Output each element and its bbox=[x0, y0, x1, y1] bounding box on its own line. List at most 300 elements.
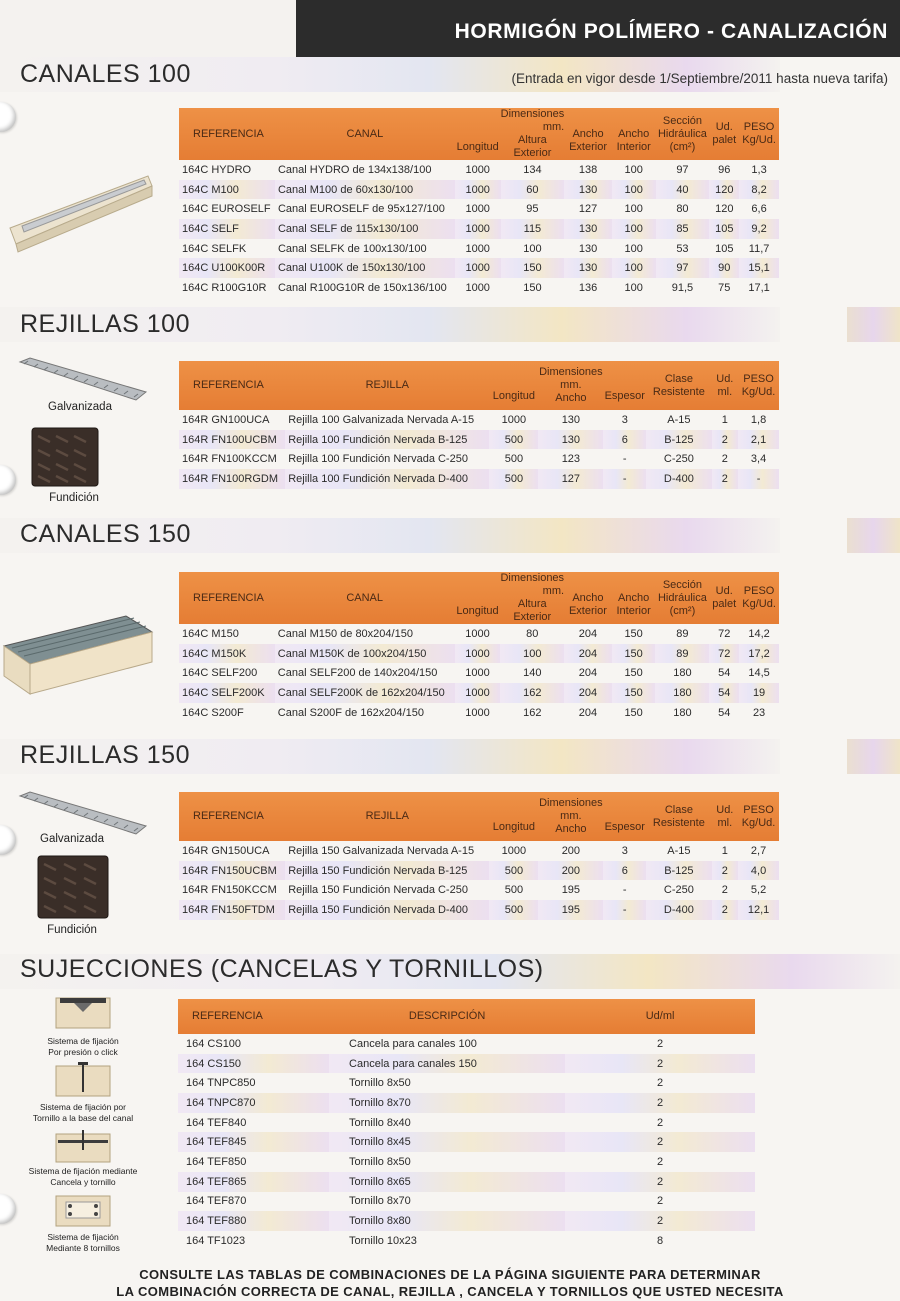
table-cell: 54 bbox=[718, 706, 731, 719]
table-cell: 100 bbox=[500, 644, 564, 664]
table-cell: 2 bbox=[657, 1195, 664, 1208]
rejillas-100-table bbox=[179, 361, 779, 489]
table-cell: 164C HYDRO bbox=[182, 163, 252, 176]
table-cell: 2 bbox=[721, 884, 728, 897]
table-cell: 164 TEF840 bbox=[186, 1116, 247, 1129]
table-row bbox=[179, 239, 779, 259]
table-cell: 80 bbox=[676, 203, 689, 216]
table-row bbox=[178, 1192, 755, 1212]
rejillas-150-table bbox=[179, 792, 779, 920]
table-cell: 1000 bbox=[465, 281, 490, 294]
fixing-screw-base-image bbox=[54, 1062, 112, 1098]
table-cell: 1 bbox=[721, 413, 728, 426]
table-row bbox=[178, 1231, 755, 1251]
caption-line: Tornillo a la base del canal bbox=[32, 1113, 134, 1123]
table-cell: 200 bbox=[561, 844, 581, 857]
table-cell: 1000 bbox=[455, 219, 501, 239]
table-cell: - bbox=[738, 469, 779, 489]
table-cell: 8,2 bbox=[739, 180, 779, 200]
table-row bbox=[179, 449, 779, 469]
galvanized-grate-150-image bbox=[18, 790, 148, 838]
table-cell: 164C M150 bbox=[182, 627, 239, 640]
table-cell: Tornillo 8x45 bbox=[329, 1132, 565, 1152]
table-cell: 164 CS100 bbox=[186, 1037, 242, 1050]
table-cell: 164C M150K bbox=[179, 644, 275, 664]
table-cell: D-400 bbox=[646, 900, 711, 920]
table-cell: 80 bbox=[526, 627, 539, 640]
table-cell: 140 bbox=[523, 667, 542, 680]
table-cell: 1000 bbox=[465, 667, 490, 680]
table-cell: 72 bbox=[718, 627, 731, 640]
table-cell: Canal SELF200 de 140x204/150 bbox=[277, 667, 438, 680]
col-ancho bbox=[538, 792, 603, 841]
sujecciones-table bbox=[178, 999, 755, 1251]
table-cell: 9,2 bbox=[739, 219, 779, 239]
fixing-8-screws-image bbox=[54, 1194, 112, 1228]
table-cell: 164C SELF200K bbox=[179, 683, 275, 703]
table-cell: 164 CS150 bbox=[178, 1054, 329, 1074]
table-row bbox=[179, 663, 779, 683]
binder-hole bbox=[0, 1194, 16, 1224]
table-cell: Rejilla 150 Fundición Nervada B-125 bbox=[285, 861, 489, 881]
table-cell: 204 bbox=[578, 667, 598, 680]
table-cell: 85 bbox=[656, 219, 710, 239]
table-cell: 105 bbox=[715, 242, 734, 255]
table-row bbox=[179, 258, 779, 278]
col-seccion: Sección Hidráulica (cm²) bbox=[655, 572, 709, 624]
table-cell: 164C M100 bbox=[179, 180, 275, 200]
table-cell: 5,2 bbox=[750, 884, 767, 897]
table-cell: 164R GN150UCA bbox=[182, 844, 270, 857]
dimensions-label: Dimensiones mm. bbox=[500, 572, 565, 597]
table-cell: 8 bbox=[657, 1234, 664, 1247]
table-cell: 200 bbox=[538, 861, 603, 881]
table-cell: 127 bbox=[578, 203, 598, 216]
table-cell: Canal U100K de 150x130/100 bbox=[275, 258, 455, 278]
table-cell: 136 bbox=[578, 281, 598, 294]
table-cell: 500 bbox=[489, 469, 538, 489]
table-cell: 123 bbox=[561, 453, 581, 466]
table-cell: 89 bbox=[676, 627, 689, 640]
col-ancho-label: Ancho bbox=[555, 823, 587, 835]
table-cell: B-125 bbox=[646, 430, 711, 450]
table-cell: 150 bbox=[612, 644, 656, 664]
table-cell: 164R FN100KCCM bbox=[182, 453, 277, 466]
table-cell: 97 bbox=[676, 163, 689, 176]
footer-line-2: LA COMBINACIÓN CORRECTA DE CANAL, REJILLA , CANCELA Y TORNILLOS QUE USTED NECESITA bbox=[116, 1284, 784, 1299]
table-cell: 2 bbox=[721, 453, 728, 466]
section-band-end bbox=[847, 307, 900, 342]
table-cell: 100 bbox=[624, 163, 643, 176]
table-cell: Canal S200F de 162x204/150 bbox=[277, 706, 424, 719]
caption-galvanizada: Galvanizada bbox=[40, 833, 104, 845]
caption-fixing-screw-base bbox=[24, 1102, 142, 1124]
cast-iron-grate-150-image bbox=[36, 854, 110, 920]
table-cell: 164C U100K00R bbox=[179, 258, 275, 278]
section-title-canales-150: CANALES 150 bbox=[20, 520, 191, 548]
table-row bbox=[179, 644, 779, 664]
table-cell: Canal M100 de 60x130/100 bbox=[275, 180, 455, 200]
col-ancho-int: Ancho Interior bbox=[612, 572, 656, 624]
table-cell: 60 bbox=[501, 180, 565, 200]
table-cell: 40 bbox=[656, 180, 710, 200]
table-cell: 91,5 bbox=[671, 281, 694, 294]
col-referencia: REFERENCIA bbox=[178, 999, 329, 1034]
table-cell: 2 bbox=[712, 469, 739, 489]
table-cell: 127 bbox=[538, 469, 603, 489]
table-cell: Rejilla 100 Fundición Nervada B-125 bbox=[285, 430, 489, 450]
table-cell: 1 bbox=[721, 844, 728, 857]
table-cell: 164C EUROSELF bbox=[182, 203, 271, 216]
table-cell: 1000 bbox=[455, 644, 501, 664]
table-row bbox=[179, 683, 779, 703]
table-row bbox=[178, 1132, 755, 1152]
table-cell: C-250 bbox=[663, 453, 694, 466]
col-clase: Clase Resistente bbox=[646, 361, 711, 410]
table-cell: 164R FN100RGDM bbox=[179, 469, 285, 489]
table-cell: - bbox=[603, 900, 646, 920]
table-cell: 100 bbox=[624, 281, 643, 294]
table-cell: 100 bbox=[624, 203, 643, 216]
table-row bbox=[179, 199, 779, 219]
table-cell: 100 bbox=[612, 258, 656, 278]
table-row bbox=[178, 1113, 755, 1133]
table-cell: 162 bbox=[523, 706, 542, 719]
caption-line: Sistema de fijación por bbox=[40, 1102, 126, 1112]
caption-line: Sistema de fijación mediante bbox=[28, 1166, 138, 1176]
table-cell: Canal M150K de 100x204/150 bbox=[275, 644, 455, 664]
table-cell: 14,2 bbox=[748, 627, 770, 640]
table-cell: Tornillo 10x23 bbox=[349, 1234, 417, 1247]
table-cell: 164 TEF850 bbox=[186, 1155, 247, 1168]
table-cell: Canal SELF200K de 162x204/150 bbox=[275, 683, 455, 703]
table-cell: 17,2 bbox=[739, 644, 779, 664]
table-cell: 164C SELF bbox=[179, 219, 275, 239]
caption-line: Sistema de fijación bbox=[47, 1232, 119, 1242]
table-cell: 2 bbox=[565, 1132, 755, 1152]
table-cell: 130 bbox=[561, 413, 581, 426]
col-rejilla: REJILLA bbox=[285, 361, 489, 410]
col-ud-ml: Ud/ml bbox=[565, 999, 755, 1034]
table-cell: 164 TNPC870 bbox=[178, 1093, 329, 1113]
table-cell: Rejilla 150 Fundición Nervada C-250 bbox=[288, 884, 468, 897]
col-canal: CANAL bbox=[275, 108, 455, 160]
table-cell: 180 bbox=[673, 667, 692, 680]
table-cell: Tornillo 8x80 bbox=[329, 1211, 565, 1231]
table-row bbox=[179, 703, 779, 723]
table-cell: 150 bbox=[624, 627, 643, 640]
table-cell: 2 bbox=[565, 1211, 755, 1231]
table-cell: 1000 bbox=[501, 844, 527, 857]
table-cell: 500 bbox=[489, 861, 538, 881]
table-cell: Tornillo 8x50 bbox=[349, 1077, 411, 1090]
table-cell: 89 bbox=[655, 644, 709, 664]
col-ancho bbox=[538, 361, 603, 410]
table-cell: 2 bbox=[565, 1054, 755, 1074]
galvanized-grate-image bbox=[18, 356, 148, 404]
table-cell: 195 bbox=[561, 884, 581, 897]
table-cell: D-400 bbox=[646, 469, 711, 489]
col-peso: PESO Kg/Ud. bbox=[739, 572, 779, 624]
table-row bbox=[178, 1093, 755, 1113]
table-cell: 164C R100G10R bbox=[182, 281, 267, 294]
section-band-end bbox=[847, 518, 900, 553]
col-referencia: REFERENCIA bbox=[179, 108, 275, 160]
table-cell: 2,7 bbox=[750, 844, 767, 857]
canales-150-table bbox=[179, 572, 779, 722]
table-row bbox=[179, 160, 779, 180]
table-cell: 72 bbox=[709, 644, 739, 664]
table-cell: 2,1 bbox=[738, 430, 779, 450]
col-canal: CANAL bbox=[275, 572, 455, 624]
table-cell: Canal SELF de 115x130/100 bbox=[275, 219, 455, 239]
col-ud: Ud. palet bbox=[709, 108, 739, 160]
binder-hole bbox=[0, 825, 16, 855]
table-cell: 164R FN100UCBM bbox=[179, 430, 285, 450]
col-peso: PESO Kg/Ud. bbox=[738, 792, 779, 841]
table-cell: Canal R100G10R de 150x136/100 bbox=[277, 281, 447, 294]
table-cell: Cancela para canales 100 bbox=[349, 1037, 477, 1050]
section-title-rejillas-150: REJILLAS 150 bbox=[20, 741, 190, 769]
table-cell: 500 bbox=[489, 430, 538, 450]
table-cell: 204 bbox=[578, 627, 598, 640]
fixing-cancela-image bbox=[54, 1130, 112, 1164]
col-clase: Clase Resistente bbox=[646, 792, 711, 841]
table-cell: 6,6 bbox=[751, 203, 767, 216]
table-cell: 19 bbox=[739, 683, 779, 703]
col-longitud: Longitud bbox=[455, 108, 501, 160]
fixing-click-image bbox=[54, 996, 112, 1030]
table-row bbox=[178, 1034, 755, 1054]
header-bar bbox=[0, 0, 900, 57]
table-cell: Tornillo 8x50 bbox=[349, 1155, 411, 1168]
table-cell: 164C SELF200 bbox=[182, 667, 258, 680]
col-longitud: Longitud bbox=[489, 361, 538, 410]
channel-100-image bbox=[6, 170, 154, 256]
table-cell: 95 bbox=[526, 203, 539, 216]
table-cell: 500 bbox=[504, 453, 524, 466]
table-cell: Rejilla 100 Fundición Nervada C-250 bbox=[288, 453, 468, 466]
caption-line: Sistema de fijación bbox=[47, 1036, 119, 1046]
caption-fundicion: Fundición bbox=[49, 492, 99, 504]
table-cell: - bbox=[622, 884, 627, 897]
table-row bbox=[178, 1073, 755, 1093]
table-cell: 2 bbox=[712, 430, 739, 450]
table-cell: 2 bbox=[657, 1077, 664, 1090]
table-cell: 138 bbox=[578, 163, 598, 176]
col-referencia: REFERENCIA bbox=[179, 572, 275, 624]
table-cell: 162 bbox=[500, 683, 564, 703]
caption-line: Por presión o click bbox=[48, 1047, 118, 1057]
table-cell: 134 bbox=[523, 163, 542, 176]
caption-line: Mediante 8 tornillos bbox=[46, 1243, 120, 1253]
col-altura bbox=[501, 108, 565, 160]
table-cell: 150 bbox=[523, 281, 542, 294]
table-cell: 96 bbox=[718, 163, 731, 176]
table-row bbox=[179, 469, 779, 489]
channel-150-image bbox=[2, 612, 154, 696]
section-title-rejillas-100: REJILLAS 100 bbox=[20, 310, 190, 338]
table-cell: 3,4 bbox=[750, 453, 767, 466]
table-cell: Tornillo 8x40 bbox=[349, 1116, 411, 1129]
table-cell: Rejilla 100 Galvanizada Nervada A-15 bbox=[288, 413, 475, 426]
table-cell: 23 bbox=[752, 706, 766, 719]
table-cell: B-125 bbox=[646, 861, 711, 881]
table-row bbox=[179, 861, 779, 881]
table-cell: 100 bbox=[612, 219, 656, 239]
table-cell: 1,3 bbox=[751, 163, 767, 176]
canales-100-table bbox=[179, 108, 779, 298]
table-cell: 105 bbox=[709, 219, 739, 239]
table-cell: 164R FN150FTDM bbox=[179, 900, 285, 920]
col-peso: PESO Kg/Ud. bbox=[739, 108, 779, 160]
table-cell: 1000 bbox=[465, 163, 490, 176]
table-cell: 130 bbox=[578, 242, 598, 255]
table-cell: 115 bbox=[501, 219, 565, 239]
col-referencia: REFERENCIA bbox=[179, 792, 285, 841]
table-cell: 1000 bbox=[465, 242, 490, 255]
table-cell: 164R FN150KCCM bbox=[182, 884, 277, 897]
table-row bbox=[179, 180, 779, 200]
table-cell: 204 bbox=[578, 706, 598, 719]
table-cell: C-250 bbox=[663, 884, 694, 897]
table-cell: Canal SELFK de 100x130/100 bbox=[277, 242, 427, 255]
table-cell: 14,5 bbox=[748, 667, 770, 680]
table-row bbox=[179, 430, 779, 450]
table-row bbox=[178, 1211, 755, 1231]
col-ud: Ud. ml. bbox=[712, 361, 739, 410]
table-cell: Rejilla 150 Fundición Nervada D-400 bbox=[285, 900, 489, 920]
col-descripcion: DESCRIPCIÓN bbox=[329, 999, 565, 1034]
table-cell: A-15 bbox=[667, 844, 691, 857]
table-cell: Cancela para canales 150 bbox=[329, 1054, 565, 1074]
caption-fixing-8-screws bbox=[30, 1232, 136, 1254]
table-cell: 204 bbox=[564, 683, 612, 703]
table-cell: 164C S200F bbox=[182, 706, 244, 719]
table-cell: 164C SELFK bbox=[182, 242, 247, 255]
table-row bbox=[179, 410, 779, 430]
table-cell: 130 bbox=[564, 219, 612, 239]
table-cell: - bbox=[603, 469, 646, 489]
cast-iron-grate-image bbox=[30, 426, 100, 488]
table-cell: 2 bbox=[657, 1155, 664, 1168]
table-cell: Rejilla 150 Galvanizada Nervada A-15 bbox=[288, 844, 475, 857]
table-row bbox=[178, 1152, 755, 1172]
table-cell: 500 bbox=[504, 884, 524, 897]
table-cell: 180 bbox=[655, 683, 709, 703]
col-ancho-int: Ancho Interior bbox=[612, 108, 656, 160]
col-peso: PESO Kg/Ud. bbox=[738, 361, 779, 410]
table-cell: 164 TEF845 bbox=[178, 1132, 329, 1152]
table-row bbox=[178, 1172, 755, 1192]
caption-galvanizada: Galvanizada bbox=[48, 401, 112, 413]
table-cell: 12,1 bbox=[738, 900, 779, 920]
col-referencia: REFERENCIA bbox=[179, 361, 285, 410]
validity-note: (Entrada en vigor desde 1/Septiembre/2011 hasta nueva tarifa) bbox=[511, 71, 888, 86]
col-ancho-ext: Ancho Exterior bbox=[564, 572, 612, 624]
table-cell: Tornillo 8x70 bbox=[349, 1195, 411, 1208]
col-rejilla: REJILLA bbox=[285, 792, 489, 841]
table-cell: 1000 bbox=[465, 203, 490, 216]
table-cell: 120 bbox=[709, 180, 739, 200]
table-cell: 2 bbox=[565, 1172, 755, 1192]
table-cell: 180 bbox=[673, 706, 692, 719]
table-cell: 75 bbox=[718, 281, 731, 294]
table-cell: 2 bbox=[712, 861, 739, 881]
table-cell: Canal HYDRO de 134x138/100 bbox=[277, 163, 432, 176]
col-espesor: Espesor bbox=[603, 361, 646, 410]
table-cell: 1000 bbox=[455, 683, 501, 703]
dimensions-label: Dimensiones mm. bbox=[500, 108, 565, 133]
table-cell: 150 bbox=[612, 683, 656, 703]
col-longitud: Longitud bbox=[489, 792, 538, 841]
table-cell: 1000 bbox=[455, 180, 501, 200]
dimensions-label: Dimensiones mm. bbox=[539, 366, 603, 391]
table-cell: 164 TEF870 bbox=[186, 1195, 247, 1208]
caption-line: Cancela y tornillo bbox=[50, 1177, 116, 1187]
table-row bbox=[179, 841, 779, 861]
col-ancho-label: Ancho bbox=[555, 392, 587, 404]
table-cell: 150 bbox=[624, 667, 643, 680]
footer-line-1: CONSULTE LAS TABLAS DE COMBINACIONES DE LA PÁGINA SIGUIENTE PARA DETERMINAR bbox=[139, 1267, 761, 1282]
table-cell: 195 bbox=[538, 900, 603, 920]
table-cell: 2 bbox=[657, 1116, 664, 1129]
col-ud: Ud. ml. bbox=[712, 792, 739, 841]
section-title-sujecciones: SUJECCIONES (CANCELAS Y TORNILLOS) bbox=[20, 955, 544, 983]
table-cell: 100 bbox=[624, 242, 643, 255]
table-cell: 3 bbox=[621, 844, 628, 857]
col-espesor: Espesor bbox=[603, 792, 646, 841]
table-cell: 164 TEF865 bbox=[178, 1172, 329, 1192]
table-cell: 11,7 bbox=[748, 242, 770, 255]
table-cell: 1000 bbox=[455, 258, 501, 278]
table-cell: 6 bbox=[603, 861, 646, 881]
table-cell: 97 bbox=[656, 258, 710, 278]
table-cell: 164 TF1023 bbox=[186, 1234, 246, 1247]
col-altura-label: Altura Exterior bbox=[513, 134, 552, 159]
table-cell: 100 bbox=[523, 242, 542, 255]
col-longitud: Longitud bbox=[455, 572, 501, 624]
table-cell: 2 bbox=[657, 1037, 664, 1050]
table-cell: 150 bbox=[624, 706, 643, 719]
table-cell: 164R GN100UCA bbox=[182, 413, 270, 426]
table-cell: Rejilla 100 Fundición Nervada D-400 bbox=[285, 469, 489, 489]
section-band-end bbox=[847, 739, 900, 774]
table-cell: 3 bbox=[621, 413, 628, 426]
table-cell: 1,8 bbox=[750, 413, 767, 426]
table-cell: 150 bbox=[501, 258, 565, 278]
table-cell: 164R FN150UCBM bbox=[179, 861, 285, 881]
table-cell: 54 bbox=[718, 667, 731, 680]
caption-fixing-cancela bbox=[20, 1166, 146, 1188]
binder-hole bbox=[0, 465, 16, 495]
table-row bbox=[179, 219, 779, 239]
table-cell: 130 bbox=[538, 430, 603, 450]
table-cell: 1000 bbox=[465, 706, 490, 719]
section-title-canales-100: CANALES 100 bbox=[20, 60, 191, 88]
table-cell: 90 bbox=[709, 258, 739, 278]
table-row bbox=[179, 880, 779, 900]
table-cell: - bbox=[622, 453, 627, 466]
table-cell: 500 bbox=[489, 900, 538, 920]
dimensions-label: Dimensiones mm. bbox=[539, 797, 603, 822]
table-row bbox=[179, 900, 779, 920]
table-cell: 1000 bbox=[465, 627, 490, 640]
table-cell: 1000 bbox=[501, 413, 527, 426]
table-row bbox=[178, 1054, 755, 1074]
table-cell: 130 bbox=[564, 258, 612, 278]
table-cell: 164 TEF880 bbox=[178, 1211, 329, 1231]
